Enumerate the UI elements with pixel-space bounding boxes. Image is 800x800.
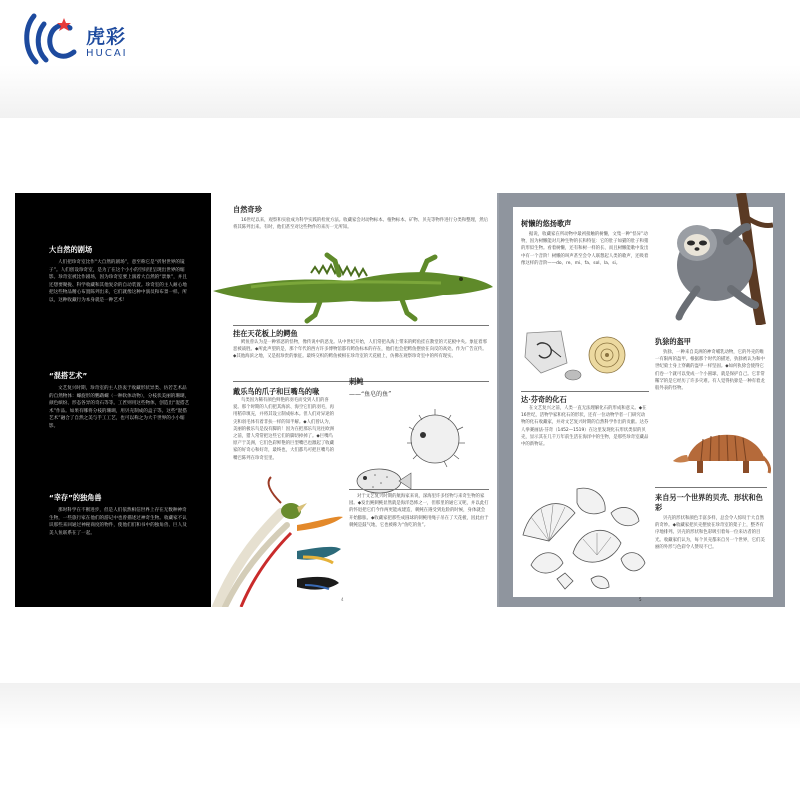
divider [233,325,489,326]
heading-shells: 来自另一个世界的贝壳、形状和色彩 [655,493,763,512]
left-page [211,193,497,607]
sloth-text: 据说，收藏家在所动物中最初接触的树懒，文集一种“怪异”动物，因为树懒能对几种生物的长和特征：它的肚子如猫的肚子和猪的形似生物。看着树懒，还有和树一样的长、而且树懒能歌中发出中有一个音阶！树懒的叫声甚至会令人联想起人类的歌声，还吸着像这样的音阶——do、re、mi、fa、sol、la、si。 [521,232,649,266]
section-nature-theatre [49,245,191,305]
porcupinefish-illustration [351,403,479,501]
section-text: 那时科学在不断进步，但是人们依然相信世界上存在无数种神奇生物，一些旅行家在他们的游记中也曾描述过神奇生物。收藏家不认识那些来回通过神秘商度的物件，使他们们和书中的独角兽、巨人及美人鱼联系在了一起。 [49,508,187,536]
porcupinefish-text: 对于文艺复兴时期的航海家来说，深海里许多怪物与来奇生物的家园。◆发出鲀刺鲀显然就是海洋恐怖之一，但那里的通它又呢，并以此打的怀退把它们今作两更能成建造，刺鲀在遇受到危险的时候，身体就会开始膨胀。◆收藏家把那些成圆球的刺鲀用绳子吊在了天花板，因此由于刺鲀是鼓气地，它也被称为“鱼吃的鱼”。 [349,494,489,528]
logo-english: HUCAI [86,48,128,59]
armadillo-illustration [673,425,771,481]
armadillo-text: 犰狳，一种来自美洲的神奇哺乳动物，它的外壳的唯一有限两的盔甲。根据那个时代的描述，犰狳被认为和中世纪骑士身上穿戴的盔甲一样坚固。◆如何犰狳会使得它们卷一个就可以变成一个小圆球，就是保护自己。它非常稀罕的是它经历了许多灾难。有人觉得犰狳是一种有着龙般外表的怪物。 [655,350,765,392]
book-spread [15,193,785,607]
logo-name: 虎彩 [86,26,127,48]
footer-band [0,683,800,800]
fossils-text: 在文艺复兴之前，人类一直无法理解化石的形成和意义。◆在16世纪，活物学家和化石的形状，还有一位动物学者一门研究动物的化石收藏家，并对文艺复兴时期的自然科学作出的贡献。达芬人拳赛画法·芬奇（1452—1519）在这里发现化石形状类似的贝壳，显示其在几千万年前生活在海洋中的生物，是那些珍奇室藏品中的新物证。 [521,406,649,448]
black-sidebar-column [15,193,211,607]
heading-bird-beaks: 戴乐鸟的爪子和巨嘴鸟的喙 [233,387,320,396]
divider [521,391,649,392]
section-text: 人们把珍奇室比作“大自然的剧场”，意至称它是“折射世界的镜子”。人们创设珍奇室，是为了在这个小小的空间里呈现出世界的缩影。珍奇室被比作剧场，因为珍奇室要上演着大自然的“景象”，并且还想要聚拢、科学收藏和其他复杂的自动装置。珍奇室的主人耐心地把这些物品精心布置陈列出来，它们就像这种中演员和布景一样。所以，这种收藏行为本身就是一种艺术！ [49,260,187,303]
site-header [0,0,800,118]
heading-porcupinefish: 刺鲀 [349,377,364,386]
heading-sloth: 树懒的悠扬歌声 [521,219,572,228]
page-number-left: 4 [341,597,344,602]
right-page [499,193,785,607]
page-number-right: 5 [639,597,642,602]
divider [655,487,767,488]
divider [349,489,489,490]
hucai-logo[interactable] [20,10,190,70]
right-content-panel [513,207,773,597]
hucai-logo-icon [20,10,82,68]
crocodile-text: 鳄鱼曾认为是一种邪恶的怪物，像传说中的恶龙。从中世纪开始，人们常把从海上带来的鳄鱼挂在教堂的天花板中央。象征着邪恶被战胜。◆所此声望的是，那个年代的西方许多博物馆都有鳄鱼标本的存在，他们也会把鳄鱼摆放在向反的高处。作为广告宣传。◆其他海滨之地，又是很珍贵的象征。最终交织的鳄鱼被相在珍奇室的天花板上，仿佛在观察珍奇室中的所有现实。 [233,340,487,360]
bird-beaks-illustration [211,473,345,607]
crocodile-illustration [211,251,493,331]
section-title: “幸存”的独角兽 [49,493,102,502]
intro-text: 16世纪以来，观察和实验成为科学实践的检度方法。收藏家会对动物标本、植物标本、矿物、贝壳等物件进行分类和整理，然后将其陈列出来。有时，他们甚至对这些物件的来历一无所知。 [233,218,489,231]
birds-text: 鸟类因为稀有颜色鲜艳的羽毛而受到人们的喜爱。那个时期的人们把其海滨、海空它们的羽毛，再用稻草填充，并将其设立制成标本。但人们对异途的尖和羽毛体有着非扶一样的知半解。◆人们曾认为，美丽的极乐鸟是没有脚的！因为在把那乐鸟送往欧洲之前，猎人常常把这些它们的脚切掉掉了。◆巨嘴鸟原产于美洲，它们色彩鲜艳的巨型嘴巴也激起了收藏家的好奇心和好奇，最终也，大们都鸟可把巨嘴鸟的嘴巴陈列在珍奇室里。 [233,398,334,461]
heading-armadillo: 犰狳的盔甲 [655,337,691,346]
section-text: 文艺复兴时期，珍奇室的主人热衷于收藏形状异类、仿若艺术品的自然物体：螺旋形的鹦鹉螺（一种软体动物），分枝状美丽的珊瑚，颜色缤纷、形态各异的奇石等等。工匠则用这些物体，创造出“混搭艺术”作品。如果有哪将分枝的珊瑚，用贝壳制成的盒子等。这些“混搭艺术”融合了自然之美与手工工艺，也可以称之为大千世界的小小缩影。 [49,386,190,429]
shells-text: 贝壳的形状和颜色丰富多样，总会令人惊叹于大自然的奇妙。◆收藏家把贝壳摆放在珍奇室的架子上，整齐有序地排列。贝壳的形状和色彩吸引着每一位来访者的目光。收藏家们认为，每个贝壳都来自另一个世界，它们美丽的外形与色彩令人赞叹不已。 [655,516,765,550]
section-title: 大自然的剧场 [49,245,93,254]
porcupinefish-subtitle: ——“鱼皂的鱼” [349,391,392,398]
fossil-illustration [521,327,631,385]
heading-natural-wonders: 自然奇珍 [233,205,262,214]
section-unicorn [49,493,191,537]
heading-ceiling-crocodile: 挂在天花板上的鳄鱼 [233,329,298,338]
sloth-illustration [657,193,773,325]
shells-illustration [517,483,651,595]
section-title: “混搭艺术” [49,371,88,380]
heading-da-vinci-fossils: 达·芬奇的化石 [521,395,567,404]
section-mixed-art [49,371,191,431]
